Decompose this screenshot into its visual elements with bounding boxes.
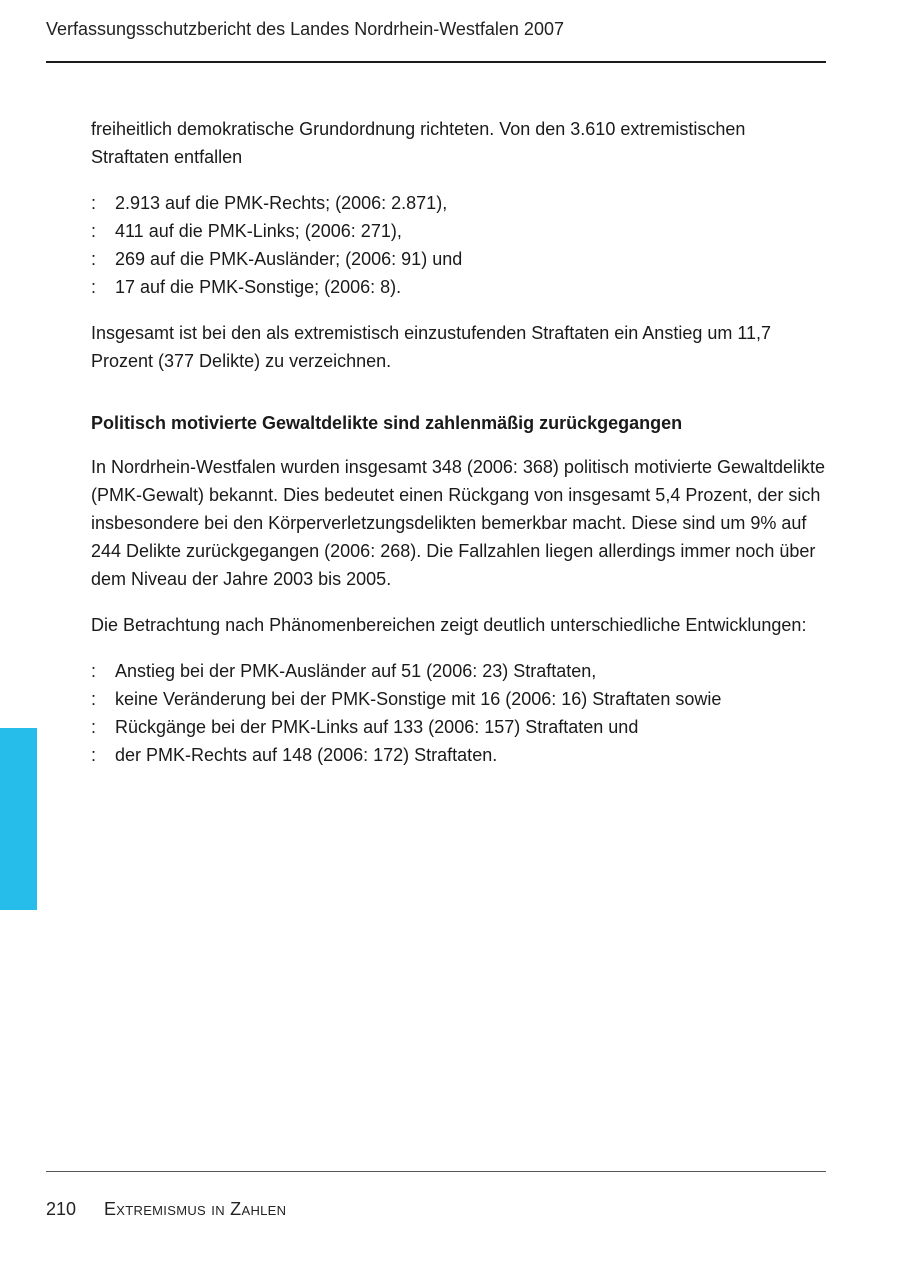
list-item-text: 2.913 auf die PMK-Rechts; (2006: 2.871), <box>115 193 448 213</box>
summary-paragraph: Insgesamt ist bei den als extremistisch einzustufenden Straftaten ein Anstieg um 11,7 Prozent (377 Delikte) zu verzeichnen. <box>91 323 772 371</box>
header-divider <box>46 61 826 63</box>
list-item <box>91 273 826 301</box>
list-item-text: Anstieg bei der PMK-Ausländer auf 51 (2006: 23) Straftaten, <box>115 661 597 681</box>
list-item <box>91 685 826 713</box>
page-body <box>91 115 826 787</box>
list-item-text: 269 auf die PMK-Ausländer; (2006: 91) und <box>115 249 463 269</box>
bullet-marker: : <box>91 221 97 241</box>
list-item-text: der PMK-Rechts auf 148 (2006: 172) Straftaten. <box>115 745 498 765</box>
list-item-text: 411 auf die PMK-Links; (2006: 271), <box>115 221 402 241</box>
bullet-marker: : <box>91 745 97 765</box>
phenomena-list <box>91 657 826 769</box>
offense-distribution-list <box>91 189 826 301</box>
list-item <box>91 657 826 685</box>
list-item <box>91 189 826 217</box>
list-item <box>91 741 826 769</box>
list-item <box>91 245 826 273</box>
running-header: Verfassungsschutzbericht des Landes Nordrhein-Westfalen 2007 <box>46 19 564 39</box>
page-footer <box>46 1197 286 1221</box>
page-number: 210 <box>46 1199 77 1219</box>
intro-paragraph: freiheitlich demokratische Grundordnung richteten. Von den 3.610 extremistischen Straftaten entfallen <box>91 119 746 167</box>
list-item-text: 17 auf die PMK-Sonstige; (2006: 8). <box>115 277 402 297</box>
bullet-marker: : <box>91 717 97 737</box>
list-item <box>91 217 826 245</box>
bullet-marker: : <box>91 689 97 709</box>
bullet-marker: : <box>91 661 97 681</box>
chapter-tab-marker <box>0 728 37 910</box>
section-heading: Politisch motivierte Gewaltdelikte sind zahlenmäßig zurückgegangen <box>91 413 683 433</box>
phenomena-paragraph: Die Betrachtung nach Phänomenbereichen zeigt deutlich unterschiedliche Entwicklungen: <box>91 615 807 635</box>
footer-divider <box>46 1171 826 1172</box>
footer-section-title: Extremismus in Zahlen <box>104 1199 287 1219</box>
list-item-text: Rückgänge bei der PMK-Links auf 133 (2006: 157) Straftaten und <box>115 717 639 737</box>
list-item <box>91 713 826 741</box>
violence-paragraph: In Nordrhein-Westfalen wurden insgesamt 348 (2006: 368) politisch motivierte Gewaltdelikte (PMK-Gewalt) bekannt. Dies bedeutet einen Rückgang von insgesamt 5,4 Prozent, der sich insbesondere bei den Körperverletzungsdelikten bemerkbar macht. Diese sind um 9% auf 244 Delikte zurückgegangen (2006: 268). Die Fallzahlen liegen allerdings immer noch über dem Niveau der Jahre 2003 bis 2005. <box>91 457 826 589</box>
bullet-marker: : <box>91 249 97 269</box>
bullet-marker: : <box>91 193 97 213</box>
bullet-marker: : <box>91 277 97 297</box>
list-item-text: keine Veränderung bei der PMK-Sonstige mit 16 (2006: 16) Straftaten sowie <box>115 689 722 709</box>
